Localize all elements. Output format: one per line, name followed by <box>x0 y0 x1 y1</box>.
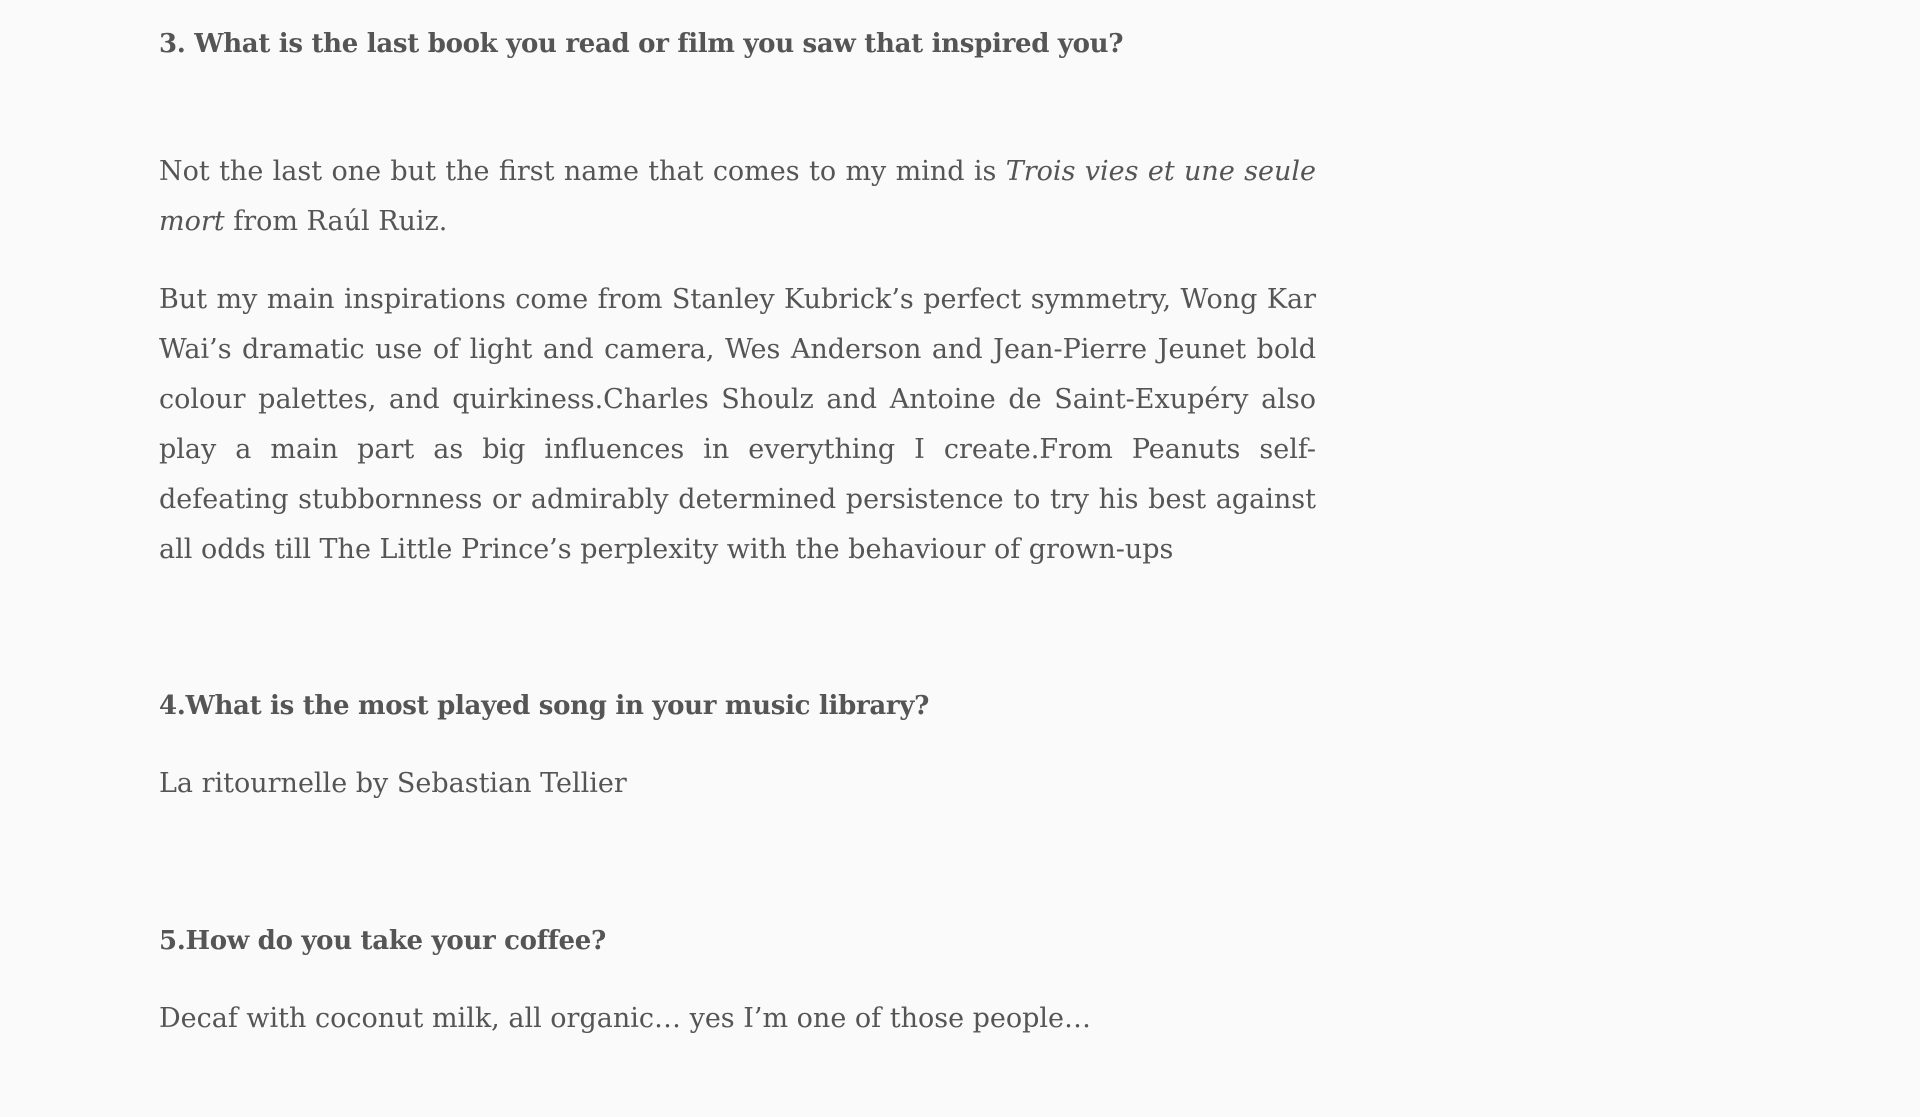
film-title: Trois vies et une seule mort <box>159 156 1316 237</box>
question-heading: 5.How do you take your coffee? <box>159 926 606 956</box>
answer-text: from Raúl Ruiz. <box>224 206 448 237</box>
answer-paragraph: La ritournelle by Sebastian Tellier <box>159 768 627 799</box>
answer-text: Not the last one but the first name that comes to my mind is <box>159 156 1006 187</box>
answer-paragraph: But my main inspirations come from Stanley Kubrick’s perfect symmetry, Wong Kar Wai’s dramatic use of light and camera, Wes Anderson and Jean-Pierre Jeunet bold colour palettes, and quirkiness.Charles Shoulz and Antoine de Saint-Exupéry also play a main part as big influences in everything I create.From Peanuts self-defeating stubbornness or admirably determined persistence to try his best against all odds till The Little Prince’s perplexity with the behaviour of grown-ups <box>159 284 1316 565</box>
question-heading: 3. What is the last book you read or film you saw that inspired you? <box>159 29 1124 59</box>
answer-paragraph: Decaf with coconut milk, all organic… yes I’m one of those people… <box>159 1003 1092 1034</box>
question-heading: 4.What is the most played song in your music library? <box>159 691 930 721</box>
answer-paragraph <box>159 147 1316 247</box>
